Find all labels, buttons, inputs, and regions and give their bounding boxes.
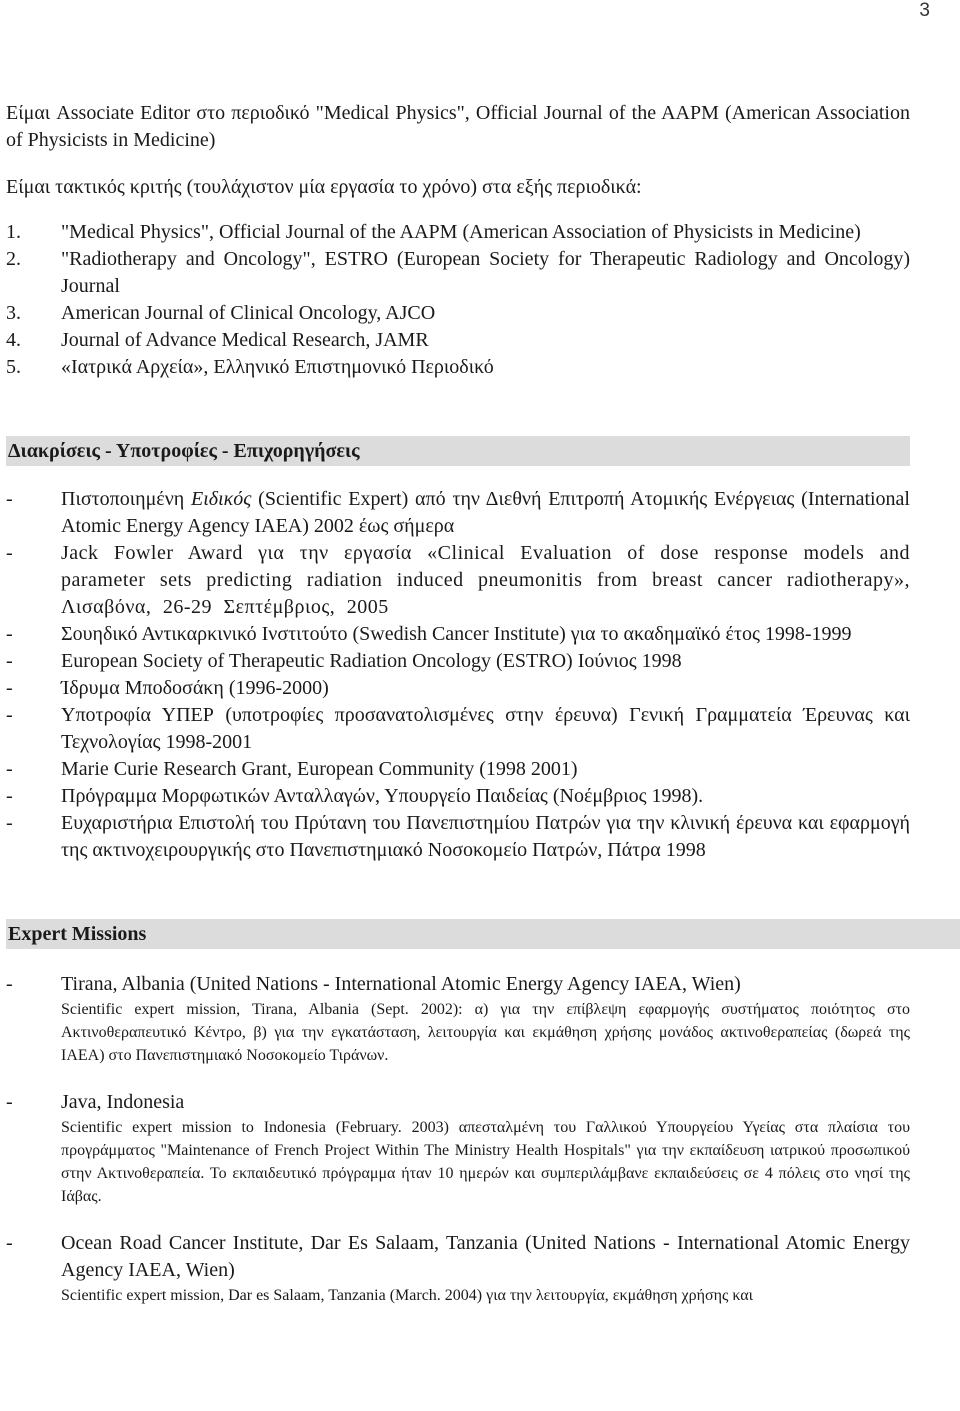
award-text: Σουηδικό Αντικαρκινικό Ινστιτούτο (Swedish Cancer Institute) για το ακαδημαϊκό έτος 1998-1999 — [61, 623, 852, 645]
list-number: 4. — [6, 329, 21, 351]
mission-item — [6, 1230, 910, 1307]
list-item — [6, 756, 910, 783]
award-text-post: (Scientific Expert) από την Διεθνή Επιτροπή Ατομικής Ενέργειας (International Atomic Energy Agency IAEA) 2002 έως σήμερα — [61, 488, 910, 537]
mission-title: Java, Indonesia — [61, 1091, 185, 1113]
award-text: Πρόγραμμα Μορφωτικών Ανταλλαγών, Υπουργείο Παιδείας (Νοέμβριος 1998). — [61, 785, 704, 807]
mission-item — [6, 971, 910, 1067]
mission-description: Scientific expert mission to Indonesia (February. 2003) απεσταλμένη του Γαλλικού Υπουργείου Υγείας στα πλαίσια του προγράμματος "Maintenance of French Project Within The Ministry Health Hospitals" για την εκπαίδευση ιατρικού προσωπικού στην Ακτινοθεραπεία. Το εκπαιδευτικό πρόγραμμα ήταν 10 ημερών και συμπεριλάμβανε εκπαιδεύσεις σε 4 πόλεις στο νησί της Ιάβας. — [61, 1119, 910, 1205]
list-item — [6, 783, 910, 810]
award-text: Marie Curie Research Grant, European Community (1998 2001) — [61, 758, 578, 780]
list-dash: - — [6, 812, 13, 834]
list-item — [6, 810, 910, 864]
list-number: 1. — [6, 221, 21, 243]
journal-name: "Radiotherapy and Oncology", ESTRO (European Society for Therapeutic Radiology and Oncology) Journal — [61, 248, 910, 297]
list-dash: - — [6, 488, 13, 510]
awards-heading: Διακρίσεις - Υποτροφίες - Επιχορηγήσεις — [6, 436, 910, 466]
list-dash: - — [6, 677, 13, 699]
award-text: European Society of Therapeutic Radiation Oncology (ESTRO) Ιούνιος 1998 — [61, 650, 682, 672]
award-text: Jack Fowler Award για την εργασία «Clinical Evaluation of dose response models and parameter sets predicting radiation induced pneumonitis from breast cancer radiotherapy», Λισαβόνα, 26-29 Σεπτέμβριος, 2005 — [61, 542, 910, 618]
list-item — [6, 246, 910, 300]
list-dash: - — [6, 1232, 13, 1254]
journal-name: American Journal of Clinical Oncology, AJCO — [61, 302, 436, 324]
journal-name: "Medical Physics", Official Journal of the AAPM (American Association of Physicists in Medicine) — [61, 221, 861, 243]
mission-description: Scientific expert mission, Tirana, Albania (Sept. 2002): α) για την επίβλεψη εφαρμογής συστήματος ποιότητος στο Ακτινοθεραπευτικό Κέντρο, β) για την εγκατάσταση, λειτουργία και εκμάθηση χρήσης μονάδος ακτινοθεραπείας (δωρεά της IAEA) στο Πανεπιστημιακό Νοσοκομείο Τιράνων. — [61, 1001, 910, 1064]
list-item — [6, 648, 910, 675]
list-dash: - — [6, 542, 14, 564]
list-number: 5. — [6, 356, 21, 378]
award-text: Ίδρυμα Μποδοσάκη (1996-2000) — [61, 677, 329, 699]
list-item — [6, 300, 910, 327]
list-number: 3. — [6, 302, 21, 324]
journal-name: «Ιατρικά Αρχεία», Ελληνικό Επιστημονικό Περιοδικό — [61, 356, 494, 378]
award-text: Υποτροφία ΥΠΕΡ (υποτροφίες προσανατολισμένες στην έρευνα) Γενική Γραμματεία Έρευνας και Τεχνολογίας 1998-2001 — [61, 704, 910, 753]
mission-title: Tirana, Albania (United Nations - International Atomic Energy Agency IAEA, Wien) — [61, 973, 741, 995]
list-dash: - — [6, 623, 13, 645]
award-text-italic: Ειδικός — [191, 488, 252, 510]
list-item — [6, 219, 910, 246]
awards-list — [6, 486, 910, 864]
associate-editor-paragraph: Είμαι Associate Editor στο περιοδικό "Medical Physics", Official Journal of the AAPM (American Association of Physicists in Medicine) — [6, 102, 910, 151]
mission-description: Scientific expert mission, Dar es Salaam, Tanzania (March. 2004) για την λειτουργία, εκμάθηση χρήσης και — [61, 1287, 753, 1304]
list-dash: - — [6, 650, 13, 672]
list-dash: - — [6, 704, 13, 726]
document-body — [6, 100, 910, 1307]
list-dash: - — [6, 758, 13, 780]
page-number: 3 — [919, 0, 930, 21]
mission-title: Ocean Road Cancer Institute, Dar Es Salaam, Tanzania (United Nations - International Atomic Energy Agency IAEA, Wien) — [61, 1232, 910, 1281]
list-item — [6, 675, 910, 702]
mission-item — [6, 1089, 910, 1208]
list-number: 2. — [6, 248, 21, 270]
list-dash: - — [6, 785, 13, 807]
list-item — [6, 540, 910, 621]
award-text: Ευχαριστήρια Επιστολή του Πρύτανη του Πανεπιστημίου Πατρών για την κλινική έρευνα και εφαρμογή της ακτινοχειρουργικής στο Πανεπιστημιακό Νοσοκομείο Πατρών, Πάτρα 1998 — [61, 812, 910, 861]
reviewer-paragraph: Είμαι τακτικός κριτής (τουλάχιστον μία εργασία το χρόνο) στα εξής περιοδικά: — [6, 176, 642, 198]
list-dash: - — [6, 1091, 13, 1113]
journal-list — [6, 219, 910, 381]
list-item — [6, 702, 910, 756]
award-text-pre: Πιστοποιημένη — [61, 488, 192, 510]
list-item — [6, 621, 910, 648]
list-item — [6, 486, 910, 540]
expert-missions-heading: Expert Missions — [6, 919, 960, 949]
list-item — [6, 354, 910, 381]
list-item — [6, 327, 910, 354]
list-dash: - — [6, 973, 13, 995]
journal-name: Journal of Advance Medical Research, JAMR — [61, 329, 429, 351]
